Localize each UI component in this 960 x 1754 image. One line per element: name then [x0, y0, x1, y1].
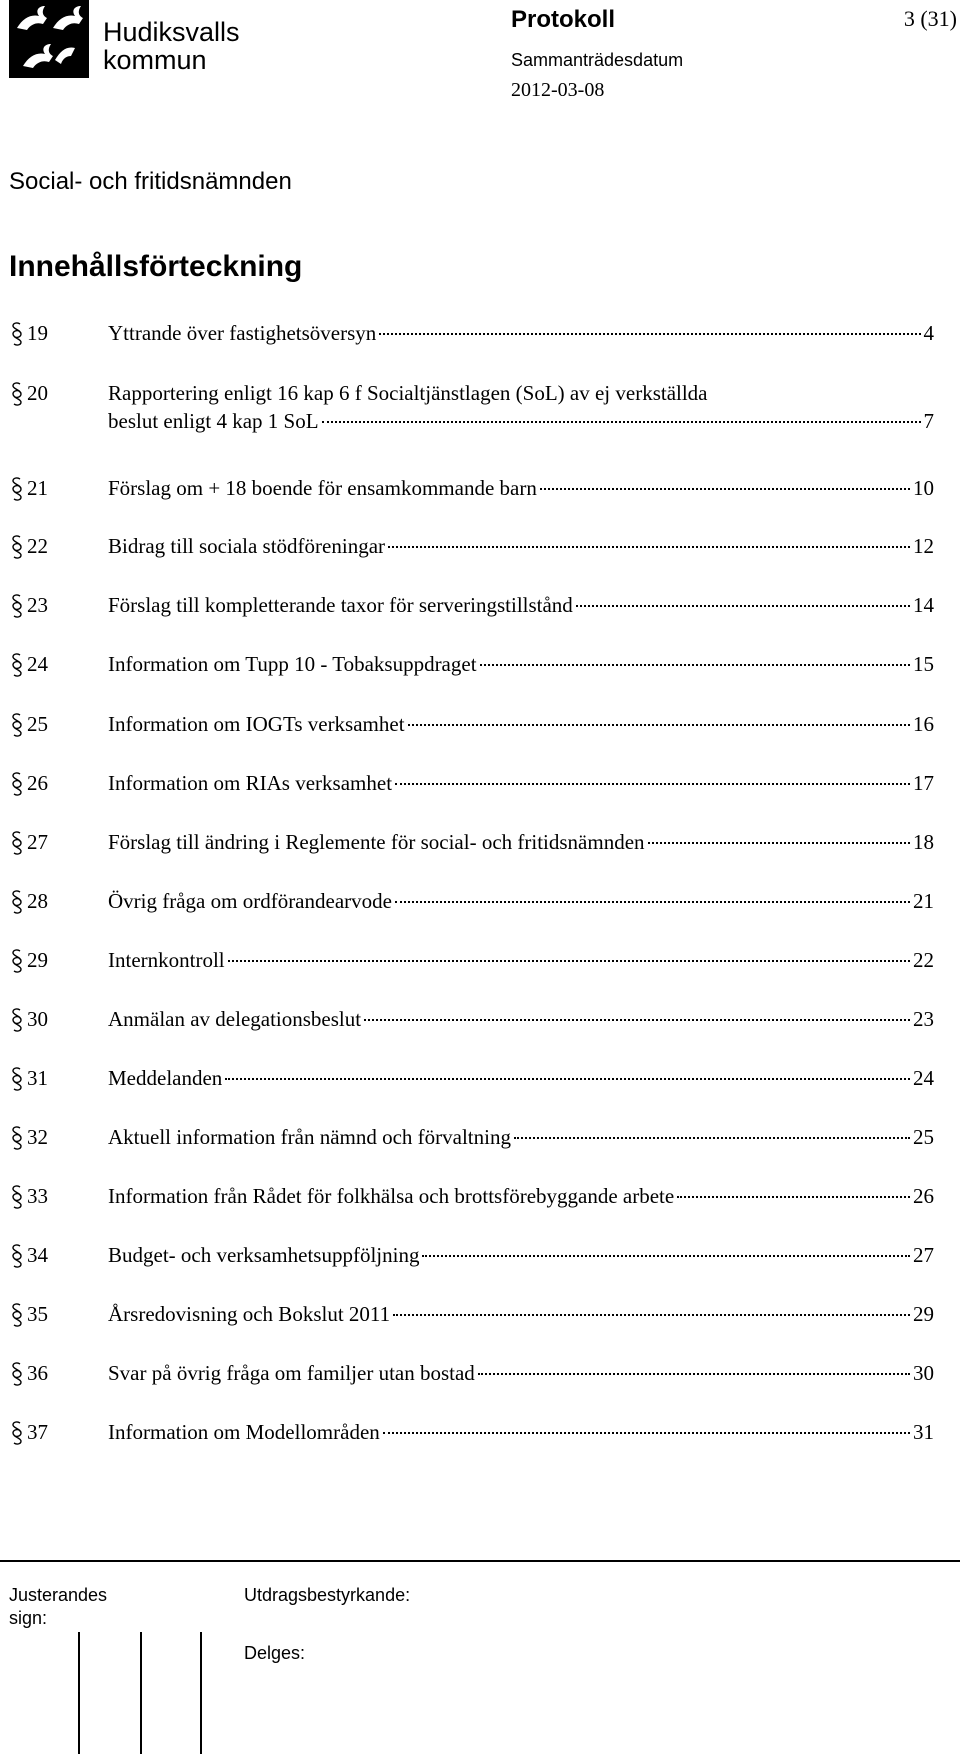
goat-emblem-icon: [9, 0, 89, 78]
toc-title: Förslag till kompletterande taxor för serveringstillstånd: [108, 593, 573, 617]
toc-title: Information om Modellområden: [108, 1420, 380, 1444]
dot-leader: [379, 332, 920, 335]
logo-text-line1: Hudiksvalls: [103, 17, 240, 47]
toc-entry-text: [108, 1300, 934, 1328]
dot-leader: [228, 959, 910, 962]
logo-text-line2: kommun: [103, 45, 207, 75]
toc-page-number: 30: [913, 1361, 934, 1385]
toc-entry-text: [108, 828, 934, 856]
extract-certified-label: Utdragsbestyrkande:: [244, 1585, 411, 1605]
section-sign-icon: [9, 948, 25, 974]
toc-page-number: 18: [913, 830, 934, 854]
toc-entry-text: [108, 650, 934, 678]
toc-title-continued: beslut enligt 4 kap 1 SoL: [108, 409, 319, 433]
toc-paragraph-number: 28: [27, 889, 48, 913]
toc-page-number: 14: [913, 593, 934, 617]
toc-title: Svar på övrig fråga om familjer utan bostad: [108, 1361, 475, 1385]
toc-title: Budget- och verksamhetsuppföljning: [108, 1243, 420, 1267]
toc-page-number: 26: [913, 1184, 934, 1208]
section-sign-icon: [9, 381, 25, 407]
municipality-logo: [9, 0, 259, 80]
toc-entry-text: [108, 319, 934, 347]
distributed-to-label: Delges:: [244, 1643, 306, 1663]
toc-paragraph-number: 29: [27, 948, 48, 972]
section-sign-icon: [9, 1184, 25, 1210]
dot-leader: [383, 1431, 910, 1434]
meeting-date: 2012-03-08: [511, 79, 605, 101]
toc-entry-text: [108, 532, 934, 560]
toc-paragraph-number: 20: [27, 381, 48, 405]
toc-title: Aktuell information från nämnd och förvaltning: [108, 1125, 511, 1149]
section-sign-icon: [9, 321, 25, 347]
section-sign-icon: [9, 1243, 25, 1269]
toc-entry-text: [108, 1182, 934, 1210]
section-sign-icon: [9, 1125, 25, 1151]
toc-entry-text: [108, 1064, 934, 1092]
toc-paragraph-number: 36: [27, 1361, 48, 1385]
toc-title: Förslag till ändring i Reglemente för social- och fritidsnämnden: [108, 830, 645, 854]
dot-leader: [478, 1372, 910, 1375]
adjuster-label-line2: sign:: [9, 1608, 48, 1628]
toc-paragraph-number: 23: [27, 593, 48, 617]
dot-leader: [480, 663, 910, 666]
toc-page-number: 31: [913, 1420, 934, 1444]
toc-page-number: 15: [913, 652, 934, 676]
dot-leader: [648, 841, 910, 844]
toc-title: Information från Rådet för folkhälsa och brottsförebyggande arbete: [108, 1184, 675, 1208]
toc-entry-text: [108, 946, 934, 974]
section-sign-icon: [9, 593, 25, 619]
signature-footer: [0, 1560, 960, 1754]
toc-paragraph-number: 33: [27, 1184, 48, 1208]
toc-page-number: 29: [913, 1302, 934, 1326]
toc-page-number: 17: [913, 771, 934, 795]
committee-name: Social- och fritidsnämnden: [9, 168, 292, 195]
toc-paragraph-number: 34: [27, 1243, 48, 1267]
toc-title: Anmälan av delegationsbeslut: [108, 1007, 362, 1031]
toc-page-number: 27: [913, 1243, 934, 1267]
toc-paragraph-number: 24: [27, 652, 48, 676]
dot-leader: [225, 1077, 910, 1080]
section-sign-icon: [9, 830, 25, 856]
toc-entry-text: [108, 769, 934, 797]
toc-entry-text: [108, 1418, 934, 1446]
toc-page-number: 7: [923, 409, 934, 433]
toc-title: Förslag om + 18 boende för ensamkommande barn: [108, 476, 537, 500]
toc-title: Årsredovisning och Bokslut 2011: [108, 1302, 391, 1326]
section-sign-icon: [9, 1302, 25, 1328]
toc-page-number: 25: [913, 1125, 934, 1149]
toc-entry-text: [108, 1005, 934, 1033]
dot-leader: [364, 1018, 910, 1021]
toc-page-number: 12: [913, 534, 934, 558]
toc-title: Information om RIAs verksamhet: [108, 771, 393, 795]
dot-leader: [576, 604, 910, 607]
toc-paragraph-number: 32: [27, 1125, 48, 1149]
toc-entry-text: [108, 1241, 934, 1269]
toc-title: Internkontroll: [108, 948, 225, 972]
toc-title: Information om IOGTs verksamhet: [108, 712, 405, 736]
sign-box-divider: [78, 1632, 80, 1754]
dot-leader: [322, 420, 921, 423]
toc-paragraph-number: 21: [27, 476, 48, 500]
toc-paragraph-number: 25: [27, 712, 48, 736]
toc-page-number: 23: [913, 1007, 934, 1031]
toc-paragraph-number: 37: [27, 1420, 48, 1444]
dot-leader: [540, 487, 910, 490]
toc-title: Bidrag till sociala stödföreningar: [108, 534, 386, 558]
toc-entry-text: [108, 710, 934, 738]
adjuster-label-line1: Justerandes: [9, 1585, 108, 1605]
section-sign-icon: [9, 1007, 25, 1033]
toc-paragraph-number: 19: [27, 321, 48, 345]
toc-title: Övrig fråga om ordförandearvode: [108, 889, 392, 913]
section-sign-icon: [9, 476, 25, 502]
toc-paragraph-number: 22: [27, 534, 48, 558]
section-sign-icon: [9, 889, 25, 915]
dot-leader: [408, 723, 910, 726]
toc-entry-text: [108, 591, 934, 619]
toc-entry-text: [108, 1359, 934, 1387]
toc-title: Rapportering enligt 16 kap 6 f Socialtjänstlagen (SoL) av ej verkställda: [108, 381, 708, 405]
toc-title: Information om Tupp 10 - Tobaksuppdraget: [108, 652, 477, 676]
toc-entry-text: [108, 474, 934, 502]
dot-leader: [677, 1195, 910, 1198]
dot-leader: [395, 782, 910, 785]
document-header: [511, 0, 960, 110]
footer-divider: [0, 1560, 960, 1562]
toc-page-number: 21: [913, 889, 934, 913]
toc-entry-text: [108, 887, 934, 915]
logo-wordmark: [103, 18, 240, 74]
toc-entry-text: [108, 1123, 934, 1151]
toc-title: Yttrande över fastighetsöversyn: [108, 321, 377, 345]
toc-page-number: 22: [913, 948, 934, 972]
page-number: 3 (31): [903, 6, 957, 31]
section-sign-icon: [9, 771, 25, 797]
document-type: Protokoll: [511, 6, 616, 33]
dot-leader: [422, 1254, 910, 1257]
meeting-date-label: Sammanträdesdatum: [511, 50, 684, 70]
dot-leader: [388, 545, 910, 548]
toc-entry-text: [108, 379, 934, 435]
toc-page-number: 10: [913, 476, 934, 500]
dot-leader: [395, 900, 910, 903]
section-sign-icon: [9, 652, 25, 678]
toc-paragraph-number: 35: [27, 1302, 48, 1326]
toc-page-number: 4: [923, 321, 934, 345]
toc-paragraph-number: 26: [27, 771, 48, 795]
toc-paragraph-number: 27: [27, 830, 48, 854]
section-sign-icon: [9, 712, 25, 738]
section-sign-icon: [9, 1066, 25, 1092]
section-sign-icon: [9, 534, 25, 560]
toc-title: Innehållsförteckning: [9, 250, 303, 283]
section-sign-icon: [9, 1420, 25, 1446]
toc-paragraph-number: 31: [27, 1066, 48, 1090]
dot-leader: [393, 1313, 910, 1316]
toc-page-number: 24: [913, 1066, 934, 1090]
toc-page-number: 16: [913, 712, 934, 736]
sign-box-divider: [200, 1632, 202, 1754]
toc-title: Meddelanden: [108, 1066, 223, 1090]
dot-leader: [514, 1136, 910, 1139]
section-sign-icon: [9, 1361, 25, 1387]
adjuster-sign-label: [9, 1584, 107, 1630]
sign-box-divider: [140, 1632, 142, 1754]
toc-paragraph-number: 30: [27, 1007, 48, 1031]
